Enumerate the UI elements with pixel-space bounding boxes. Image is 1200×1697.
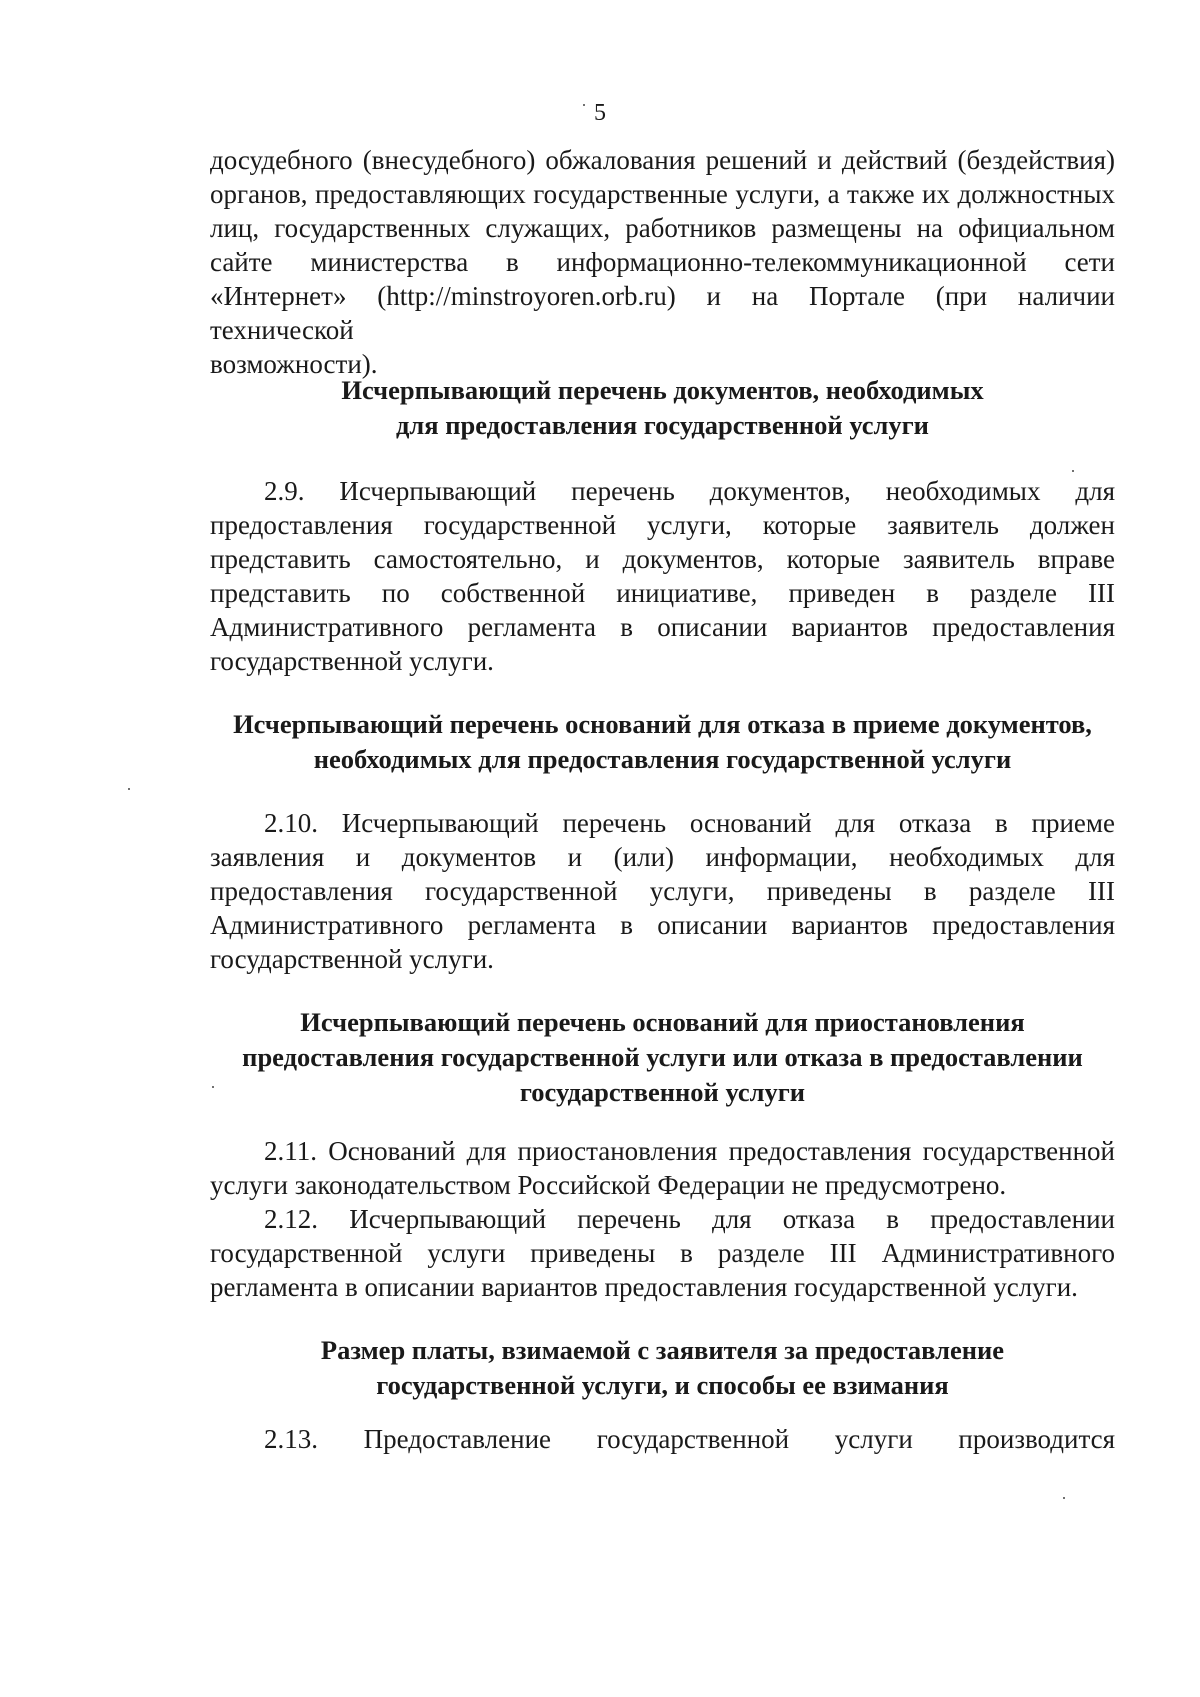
word: 2.13. xyxy=(264,1424,318,1454)
intro-line: возможности). xyxy=(210,349,378,379)
section-heading-suspension xyxy=(200,1005,1125,1110)
paragraph-2-9 xyxy=(210,474,1115,678)
paragraph-2-13 xyxy=(210,1422,1115,1456)
heading-line: Размер платы, взимаемой с заявителя за предоставление xyxy=(320,1335,1005,1365)
heading-line: Исчерпывающий перечень документов, необходимых xyxy=(341,375,984,405)
word: Предоставление xyxy=(363,1424,552,1454)
intro-line: «Интернет» (http://minstroyoren.orb.ru) и на Портале (при наличии технической xyxy=(210,281,1115,345)
word: производится xyxy=(958,1424,1115,1454)
scan-speck xyxy=(1072,470,1074,472)
paragraph-text: 2.11. Оснований для приостановления предоставления государственной услуги законодательством Российской Федерации не предусмотрено. xyxy=(210,1136,1115,1200)
scan-speck xyxy=(212,1086,214,1088)
section-heading-refusal-documents xyxy=(200,707,1125,777)
paragraph-2-11 xyxy=(210,1134,1115,1202)
scan-speck xyxy=(583,104,585,106)
scan-speck xyxy=(1063,1497,1065,1499)
intro-line: органов, предоставляющих государственные услуги, а также их должностных xyxy=(210,179,1115,209)
intro-line: сайте министерства в информационно-телекоммуникационной сети xyxy=(210,247,1115,277)
paragraph-2-10 xyxy=(210,806,1115,976)
heading-line: необходимых для предоставления государственной услуги xyxy=(313,744,1012,774)
paragraph-2-12 xyxy=(210,1202,1115,1304)
paragraph-text: 2.12. Исчерпывающий перечень для отказа в предоставлении государственной услуги приведены в разделе III Административного регламента в описании вариантов предоставления государственной услуги. xyxy=(210,1204,1115,1302)
paragraph-text: 2.9. Исчерпывающий перечень документов, необходимых для предоставления государственной услуги, которые заявитель должен представить самостоятельно, и документов, которые заявитель вправе представить по собственной инициативе, приведен в разделе III Административного регламента в описании вариантов предоставления государственной услуги. xyxy=(210,476,1115,676)
heading-line: Исчерпывающий перечень оснований для приостановления xyxy=(300,1007,1025,1037)
paragraph-text: 2.10. Исчерпывающий перечень оснований для отказа в приеме заявления и документов и (или) информации, необходимых для предоставления государственной услуги, приведены в разделе III Административного регламента в описании вариантов предоставления государственной услуги. xyxy=(210,808,1115,974)
intro-paragraph xyxy=(210,143,1115,381)
word: государственной xyxy=(596,1424,790,1454)
intro-line: досудебного (внесудебного) обжалования решений и действий (бездействия) xyxy=(210,145,1115,175)
word: услуги xyxy=(834,1424,913,1454)
page-number: 5 xyxy=(594,100,606,126)
heading-line: государственной услуги xyxy=(519,1077,806,1107)
paragraph-last-line xyxy=(264,1422,1115,1456)
heading-line: для предоставления государственной услуги xyxy=(396,410,929,440)
heading-line: предоставления государственной услуги или отказа в предоставлении xyxy=(242,1042,1083,1072)
intro-line: лиц, государственных служащих, работников размещены на официальном xyxy=(210,213,1115,243)
heading-line: государственной услуги, и способы ее взимания xyxy=(376,1370,949,1400)
scan-speck xyxy=(128,788,130,790)
heading-line: Исчерпывающий перечень оснований для отказа в приеме документов, xyxy=(233,709,1092,739)
section-heading-documents xyxy=(200,373,1125,443)
section-heading-fee xyxy=(200,1333,1125,1403)
